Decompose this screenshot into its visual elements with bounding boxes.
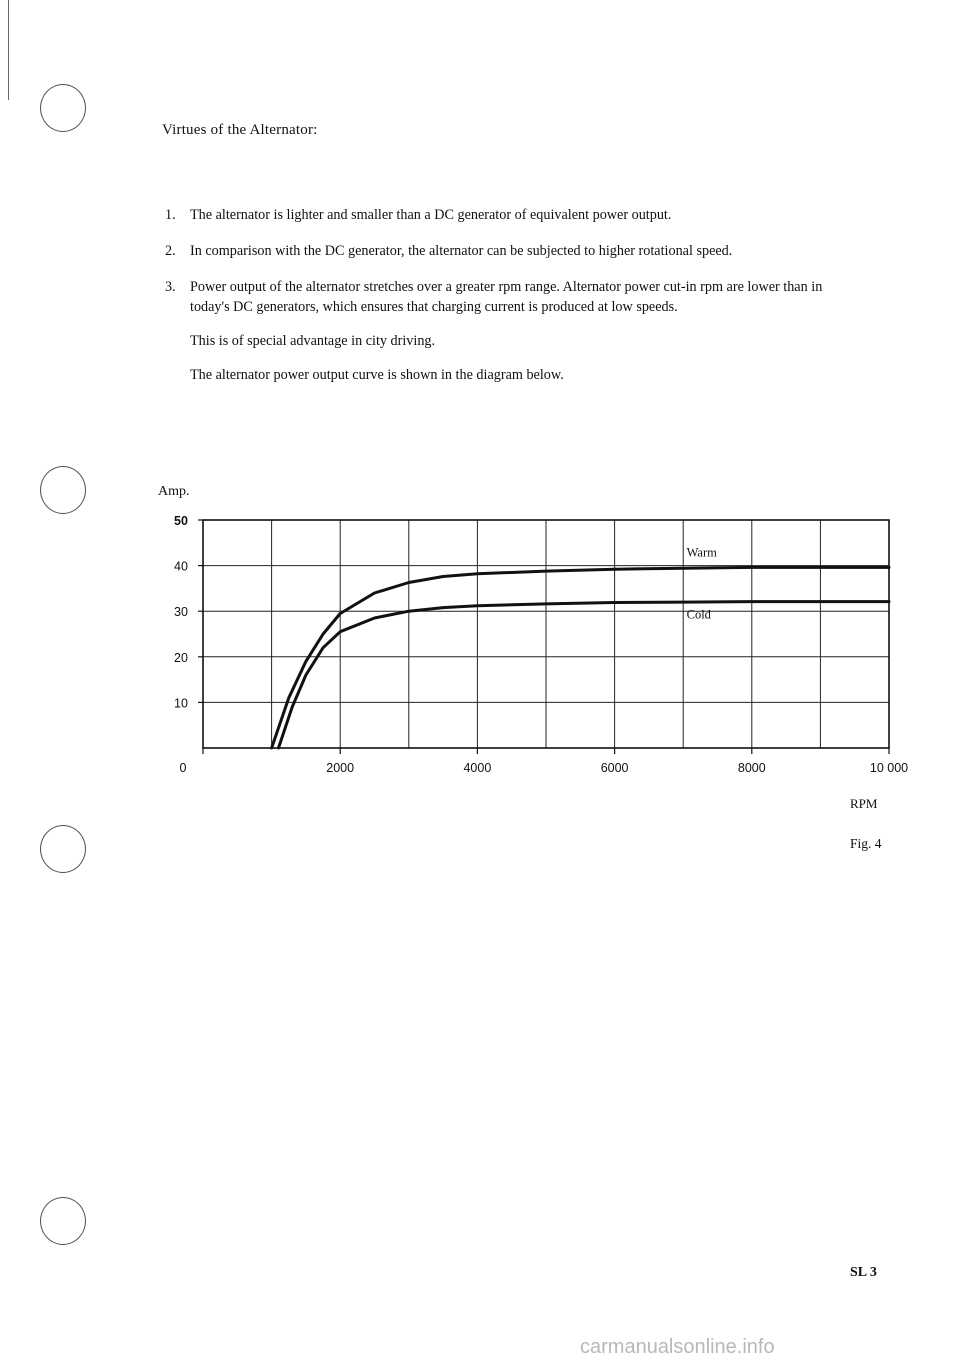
list-item-note: This is of special advantage in city driving. <box>190 333 436 349</box>
binder-hole-icon <box>40 466 86 514</box>
list-item <box>165 241 865 261</box>
y-tick-label: 10 <box>174 696 188 711</box>
y-tick-label: 40 <box>174 559 188 574</box>
figure-caption: Fig. 4 <box>850 836 882 851</box>
x-tick-label: 6000 <box>600 761 629 775</box>
y-tick-label: 20 <box>174 650 188 665</box>
x-tick-label: 8000 <box>737 761 766 775</box>
y-tick-label: 30 <box>174 605 188 620</box>
y-axis-label: Amp. <box>158 484 190 499</box>
x-tick-label: 0 <box>179 761 187 775</box>
binder-hole-icon <box>40 84 86 132</box>
x-axis-label: RPM <box>850 796 878 811</box>
list-item <box>165 277 865 385</box>
list-item-text: Power output of the alternator stretches over a greater rpm range. Alternator power cut-in rpm are lower than in today's DC generators, which ensures that charging current is produced at low speeds. <box>190 279 823 315</box>
x-tick-label: 2000 <box>326 761 355 775</box>
list-item-number: 1. <box>165 207 176 223</box>
series-line-cold <box>279 602 890 748</box>
list-item-text: In comparison with the DC generator, the alternator can be subjected to higher rotational speed. <box>190 243 733 259</box>
virtues-list <box>165 205 865 401</box>
x-tick-label: 4000 <box>463 761 492 775</box>
y-tick-label: 50 <box>174 514 188 528</box>
section-heading: Virtues of the Alternator: <box>162 122 318 138</box>
series-label-cold: Cold <box>686 607 711 622</box>
list-item-number: 2. <box>165 243 176 259</box>
series-line-warm <box>272 567 889 748</box>
watermark: carmanualsonline.info <box>580 1336 775 1358</box>
list-item-text: The alternator is lighter and smaller than a DC generator of equivalent power output. <box>190 207 672 223</box>
list-item-note: The alternator power output curve is shown in the diagram below. <box>190 367 564 383</box>
binder-hole-icon <box>40 1197 86 1245</box>
chart-grid <box>203 520 889 748</box>
page-edge-line <box>8 0 9 100</box>
list-item-number: 3. <box>165 279 176 295</box>
list-item <box>165 205 865 225</box>
x-tick-label: 10 000 <box>869 761 909 775</box>
page-number: SL 3 <box>850 1265 877 1280</box>
plot-frame <box>203 520 889 748</box>
binder-hole-icon <box>40 825 86 873</box>
series-label-warm: Warm <box>686 545 717 560</box>
